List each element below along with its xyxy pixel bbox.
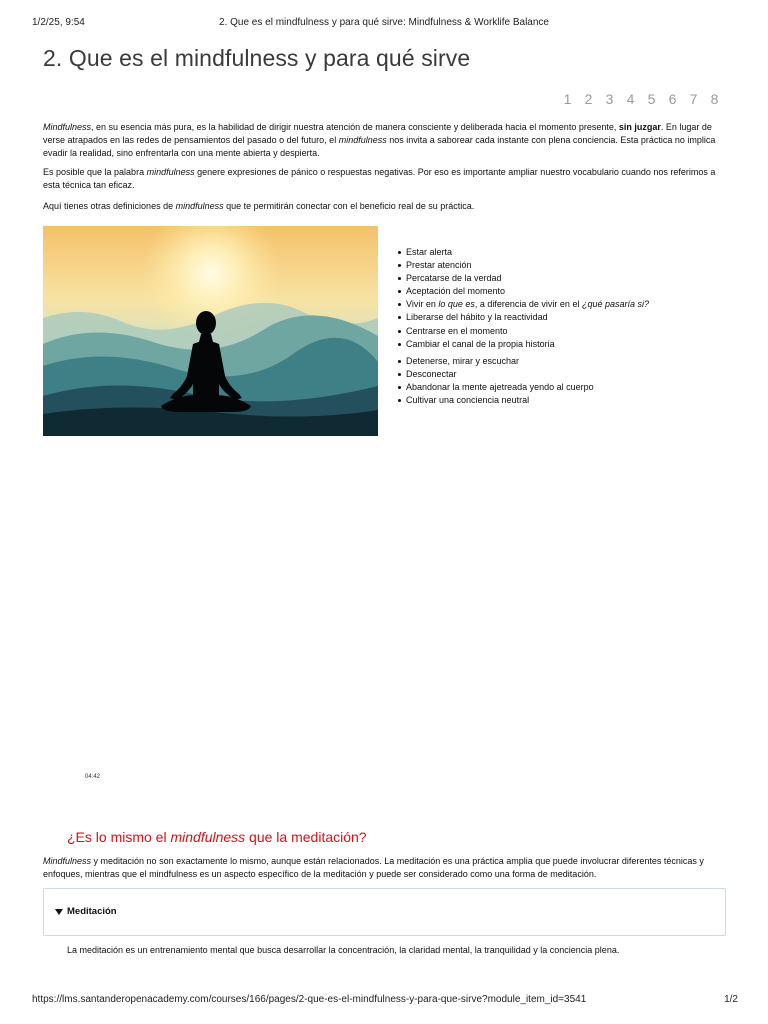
- text-segment: ¿Es lo mismo el: [67, 829, 171, 845]
- meditation-accordion: [43, 888, 726, 936]
- video-duration-label: 04:42: [85, 774, 101, 780]
- intro-paragraph-1: [43, 121, 725, 160]
- pager-link-3[interactable]: 3: [605, 91, 614, 107]
- section-heading-meditation: [67, 829, 367, 845]
- list-item: Estar alerta: [398, 246, 649, 259]
- term-mindfulness: mindfulness: [338, 135, 387, 145]
- print-url: https://lms.santanderopenacademy.com/courses/166/pages/2-que-es-el-mindfulness-y-para-que-sirve?module_item_id=3541: [32, 994, 587, 1005]
- term-mindfulness: mindfulness: [175, 201, 224, 211]
- list-item: Abandonar la mente ajetreada yendo al cuerpo: [398, 381, 649, 394]
- emphasis-sin-juzgar: sin juzgar: [618, 122, 661, 132]
- section-paragraph: [43, 855, 725, 881]
- pager-link-1[interactable]: 1: [563, 91, 572, 107]
- print-header: [32, 17, 736, 31]
- list-item: Liberarse del hábito y la reactividad: [398, 311, 649, 324]
- pager-link-8[interactable]: 8: [710, 91, 719, 107]
- term-mindfulness: mindfulness: [170, 829, 246, 845]
- text-segment: que la meditación?: [245, 829, 367, 845]
- page-title: 2. Que es el mindfulness y para qué sirve: [43, 45, 471, 71]
- term-mindfulness: mindfulness: [146, 167, 195, 177]
- list-item: Prestar atención: [398, 259, 649, 272]
- print-page-count: 1/2: [724, 994, 738, 1005]
- text-segment: Es posible que la palabra: [43, 167, 147, 177]
- list-item: Desconectar: [398, 368, 649, 381]
- accordion-content: La meditación es un entrenamiento mental que busca desarrollar la concentración, la claridad mental, la tranquilidad y la conciencia plena.: [67, 945, 620, 955]
- list-item: Cultivar una conciencia neutral: [398, 394, 649, 407]
- text-segment: lo que es: [438, 299, 475, 310]
- list-item: Percatarse de la verdad: [398, 272, 649, 285]
- text-segment: ¿qué pasaría si?: [581, 299, 649, 310]
- text-segment: genere expresiones de pánico o respuestas negativas. Por eso es importante ampliar nuestro vocabulario cuando nos referimos a esta técnica tan eficaz.: [43, 167, 716, 190]
- intro-paragraph-2: [43, 166, 725, 192]
- print-date: 1/2/25, 9:54: [32, 17, 85, 28]
- pager-link-7[interactable]: 7: [689, 91, 698, 107]
- pager-link-2[interactable]: 2: [584, 91, 593, 107]
- text-segment: y meditación no son exactamente lo mismo, aunque están relacionados. La meditación es una práctica amplia que puede involucrar diferentes técnicas y enfoques, mientras que el mindfulness es un aspecto específico de la meditación y puede ser considerado como una forma de meditación.: [43, 856, 704, 879]
- print-document-title: 2. Que es el mindfulness y para qué sirve: Mindfulness & Worklife Balance: [219, 17, 549, 28]
- list-item: Centrarse en el momento: [398, 325, 649, 338]
- text-segment: Aquí tienes otras definiciones de: [43, 201, 176, 211]
- print-footer: [32, 994, 738, 1008]
- term-mindfulness: Mindfulness: [43, 856, 92, 866]
- list-item: Detenerse, mirar y escuchar: [398, 355, 649, 368]
- text-segment: Vivir en: [406, 299, 439, 310]
- pager-link-4[interactable]: 4: [626, 91, 635, 107]
- text-segment: , a diferencia de vivir en el: [474, 299, 582, 310]
- intro-paragraph-3: [43, 200, 725, 213]
- list-item: Cambiar el canal de la propia historia: [398, 338, 649, 351]
- pager-link-5[interactable]: 5: [647, 91, 656, 107]
- meditation-silhouette-illustration: [43, 226, 378, 436]
- caret-down-icon: [55, 909, 63, 915]
- accordion-toggle[interactable]: [55, 906, 117, 917]
- page-pagination: [562, 91, 720, 107]
- accordion-label: Meditación: [67, 906, 117, 917]
- meditation-hero-image: [43, 226, 378, 436]
- text-segment: que te permitirán conectar con el beneficio real de su práctica.: [223, 201, 475, 211]
- list-item: [398, 298, 649, 311]
- text-segment: , en su esencia más pura, es la habilidad de dirigir nuestra atención de manera consciente y deliberada hacia el momento presente,: [91, 122, 619, 132]
- term-mindfulness: Mindfulness: [43, 122, 92, 132]
- list-item: Aceptación del momento: [398, 285, 649, 298]
- mindfulness-definitions-list: [398, 246, 649, 407]
- pager-link-6[interactable]: 6: [668, 91, 677, 107]
- text-segment: . En lugar de verse atrapados en las redes de pensamientos del pasado o del futuro, el: [43, 122, 712, 145]
- text-segment: nos invita a saborear cada instante con plena conciencia. Esta práctica no implica evadir la realidad, sino enfrentarla con una mente abierta y despierta.: [43, 135, 716, 158]
